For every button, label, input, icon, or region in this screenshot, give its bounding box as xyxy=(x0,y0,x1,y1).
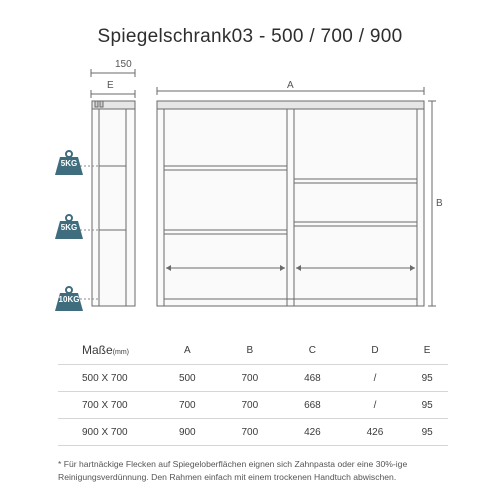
depth-value-label: 150 xyxy=(115,59,132,70)
row-size: 700 X 700 xyxy=(58,392,156,419)
table-cell: 468 xyxy=(281,365,344,392)
table-row xyxy=(58,392,448,419)
row-size: 900 X 700 xyxy=(58,419,156,446)
row-size: 500 X 700 xyxy=(58,365,156,392)
table-cell: 426 xyxy=(281,419,344,446)
table-cell: 700 xyxy=(219,419,282,446)
dimension-label-a: A xyxy=(287,80,294,91)
table-row xyxy=(58,365,448,392)
table-cell: 700 xyxy=(219,365,282,392)
column-header: E xyxy=(406,336,448,365)
dimension-label-b: B xyxy=(436,198,443,209)
column-header: D xyxy=(344,336,407,365)
table-cell: 700 xyxy=(219,392,282,419)
weight-label: 10KG xyxy=(58,295,80,304)
table-header-row xyxy=(58,336,448,365)
table-cell: 426 xyxy=(344,419,407,446)
footnote: * Für hartnäckige Flecken auf Spiegeloberflächen eignen sich Zahnpasta oder eine 30%-ige Reinigungsverdünnung. Den Rahmen einfach mit einem trockenen Handtuch abwischen. xyxy=(58,459,408,482)
table-cell: 95 xyxy=(406,419,448,446)
table-cell: / xyxy=(344,365,407,392)
weight-badge xyxy=(54,286,84,312)
table-cell: 95 xyxy=(406,365,448,392)
dimensions-table xyxy=(58,336,448,446)
column-header: B xyxy=(219,336,282,365)
weight-label: 5KG xyxy=(60,223,78,232)
table-row xyxy=(58,419,448,446)
column-header: A xyxy=(156,336,219,365)
dimension-label-e: E xyxy=(107,80,114,91)
page-title: Spiegelschrank03 - 500 / 700 / 900 xyxy=(97,26,403,47)
table-cell: / xyxy=(344,392,407,419)
table-header-label: Maße(mm) xyxy=(58,336,156,365)
table-cell: 95 xyxy=(406,392,448,419)
table-cell: 700 xyxy=(156,392,219,419)
column-header: C xyxy=(281,336,344,365)
table-cell: 900 xyxy=(156,419,219,446)
table-cell: 668 xyxy=(281,392,344,419)
weight-badge xyxy=(54,150,84,176)
table-cell: 500 xyxy=(156,365,219,392)
weight-badge xyxy=(54,214,84,240)
weight-label: 5KG xyxy=(60,159,78,168)
